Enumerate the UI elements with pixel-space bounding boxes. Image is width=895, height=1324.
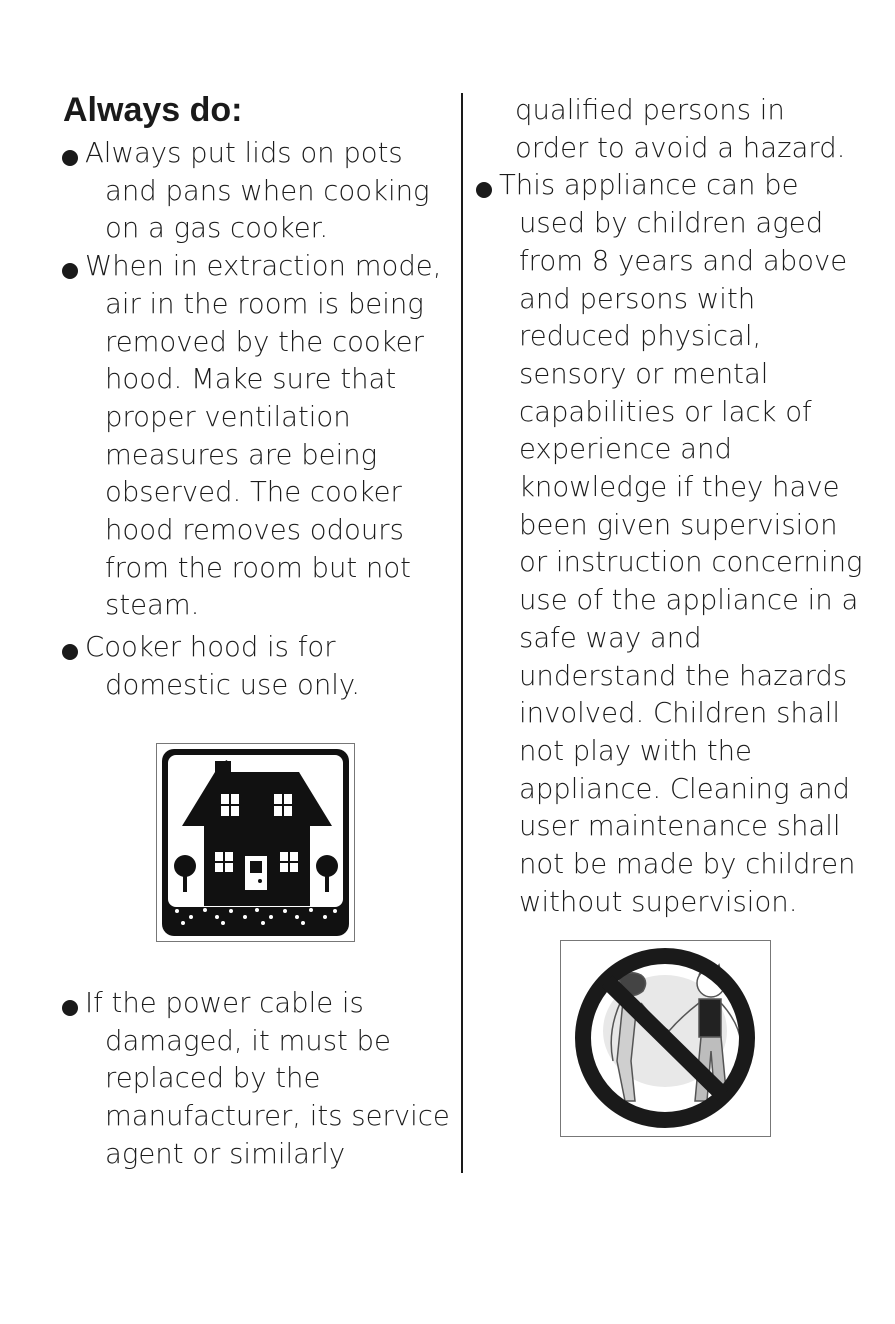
continued-text: qualified persons in order to avoid a hazard.: [515, 94, 846, 164]
bullet-icon: [62, 150, 78, 166]
list-item-extraction: [58, 248, 450, 625]
list-item-text: air in the room is being removed by the cooker hood. Make sure that proper ventilation measures are being observed. The cooker hood removes odours from the room but not steam.: [105, 287, 424, 622]
list-item-first-line: Always put lids on pots: [85, 137, 403, 169]
list-item-first-line: If the power cable is: [85, 987, 364, 1019]
section-heading: Always do:: [63, 91, 243, 129]
list-item-lids: [58, 135, 450, 248]
list-item-first-line: This appliance can be: [499, 169, 799, 202]
bullet-icon: [62, 1000, 78, 1016]
list-item-text: used by children aged from 8 years and above and persons with reduced physical, sensory or mental capabilities or lack of experience and knowledge if they have been given supervision or instruction concerning use of the appliance in a safe way and understand the hazards involved. Children shall not play with the appliance. Cleaning and user maintenance shall not be made by children without supervision.: [519, 207, 863, 918]
list-item-children: [472, 167, 882, 921]
column-divider: [461, 93, 463, 1173]
list-item-power-cable: [58, 985, 450, 1174]
list-item-text: domestic use only.: [105, 668, 361, 701]
left-column: [58, 135, 450, 705]
list-item-text: and pans when cooking on a gas cooker.: [105, 174, 430, 245]
left-column-lower: [58, 985, 450, 1174]
list-item-first-line: Cooker hood is for: [85, 631, 336, 664]
list-item-domestic: [58, 629, 450, 704]
bullet-icon: [62, 644, 78, 660]
domestic-house-icon: [156, 743, 355, 942]
list-item-first-line: When in extraction mode,: [85, 250, 442, 283]
bullet-icon: [62, 263, 78, 279]
list-item-text: damaged, it must be replaced by the manufacturer, its service agent or similarly: [105, 1024, 450, 1170]
no-children-play-icon: [560, 940, 771, 1137]
bullet-icon: [476, 182, 492, 198]
right-column: [472, 92, 882, 921]
